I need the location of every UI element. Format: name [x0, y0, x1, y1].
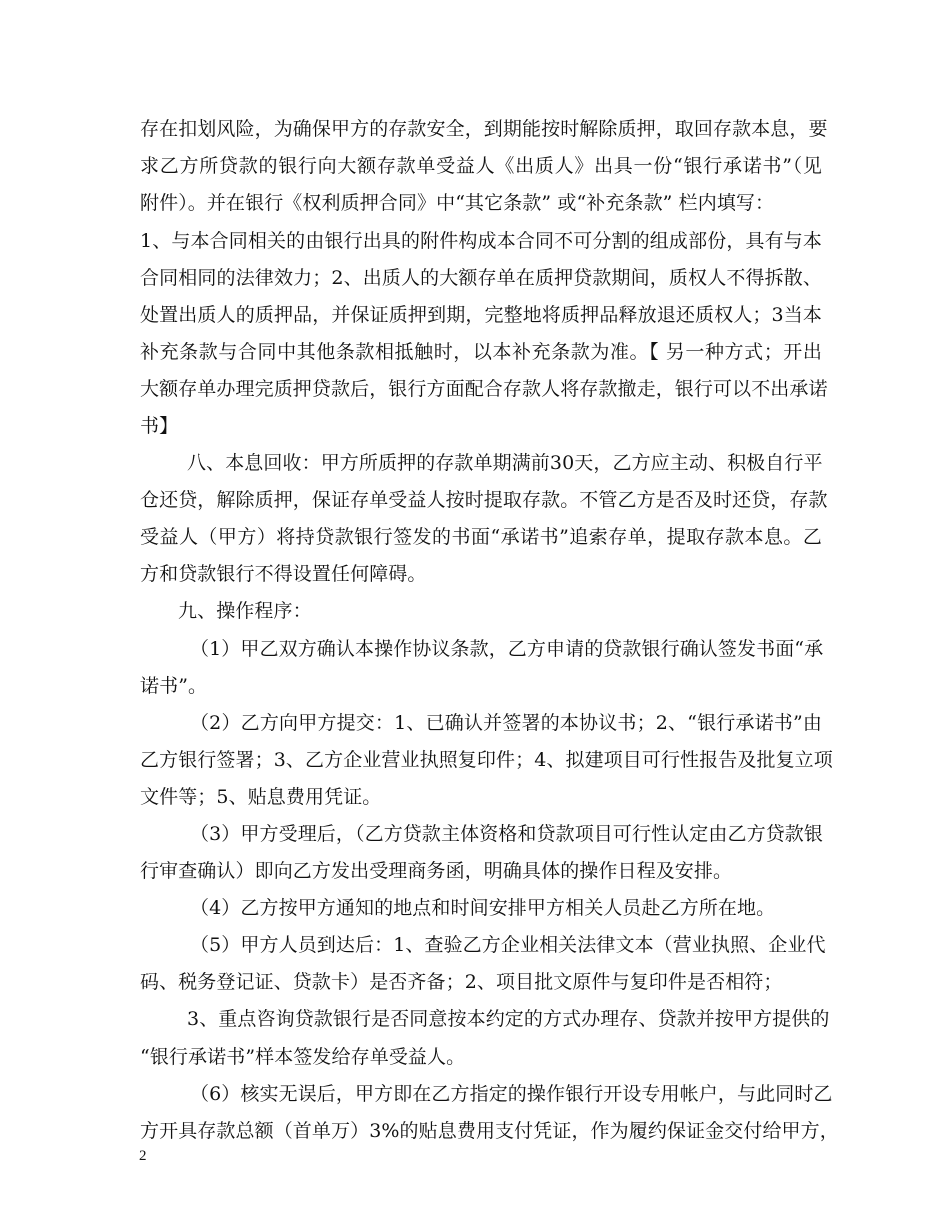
text-line: （6）核实无误后，甲方即在乙方指定的操作银行开设专用帐户，与此同时乙 [190, 1083, 833, 1105]
text-line: “银行承诺书”样本签发给存单受益人。 [140, 1046, 466, 1068]
text-line: 受益人（甲方）将持贷款银行签发的书面“承诺书”追索存单，提取存款本息。乙 [140, 526, 822, 548]
text-line: （3）甲方受理后，（乙方贷款主体资格和贷款项目可行性认定由乙方贷款银 [190, 823, 823, 845]
text-line: 仓还贷，解除质押，保证存单受益人按时提取存款。不管乙方是否及时还贷，存款 [140, 489, 828, 511]
text-line: 码、税务登记证、贷款卡）是否齐备；2、项目批文原件与复印件是否相符； [140, 971, 783, 993]
text-line: （4）乙方按甲方通知的地点和时间安排甲方相关人员赴乙方所在地。 [190, 897, 776, 919]
text-line: 附件）。并在银行《权利质押合同》中“其它条款” 或“补充条款” 栏内填写： [140, 192, 775, 214]
text-line: 文件等；5、贴息费用凭证。 [140, 786, 382, 808]
text-line: 合同相同的法律效力；2、出质人的大额存单在质押贷款期间，质权人不得拆散、 [140, 267, 822, 289]
text-line: （2）乙方向甲方提交：1、已确认并签署的本协议书；2、“银行承诺书”由 [190, 712, 822, 734]
text-line: 大额存单办理完质押贷款后，银行方面配合存款人将存款撤走，银行可以不出承诺 [140, 378, 828, 400]
text-line: （5）甲方人员到达后：1、查验乙方企业相关法律文本（营业执照、企业代 [190, 934, 826, 956]
section-heading-9: 九、操作程序： [178, 600, 312, 622]
text-line: 存在扣划风险，为确保甲方的存款安全，到期能按时解除质押，取回存款本息，要 [140, 118, 828, 140]
text-line: 诺书”。 [140, 675, 208, 697]
text-line: 书】 [140, 415, 179, 437]
text-line: 3、重点咨询贷款银行是否同意按本约定的方式办理存、贷款并按甲方提供的 [187, 1008, 830, 1030]
text-line: 1、与本合同相关的由银行出具的附件构成本合同不可分割的组成部份，具有与本 [140, 230, 822, 252]
text-line: 补充条款与合同中其他条款相抵触时，以本补充条款为准。【 另一种方式；开出 [140, 341, 822, 363]
section-heading-8: 八、本息回收：甲方所质押的存款单期满前30天，乙方应主动、积极自行平 [187, 452, 823, 474]
text-line: 处置出质人的质押品，并保证质押到期，完整地将质押品释放退还质权人；3当本 [140, 304, 822, 326]
text-line: 方和贷款银行不得设置任何障碍。 [140, 563, 427, 585]
text-line: 方开具存款总额（首单万）3%的贴息费用支付凭证，作为履约保证金交付给甲方， [140, 1120, 839, 1142]
text-line: （1）甲乙双方确认本操作协议条款，乙方申请的贷款银行确认签发书面“承 [190, 638, 824, 660]
page-number: 2 [139, 1148, 147, 1164]
text-line: 行审查确认）即向乙方发出受理商务函，明确具体的操作日程及安排。 [140, 860, 733, 882]
text-line: 求乙方所贷款的银行向大额存款单受益人《出质人》出具一份“银行承诺书”（见 [140, 155, 822, 177]
text-line: 乙方银行签署；3、乙方企业营业执照复印件；4、拟建项目可行性报告及批复立项 [140, 749, 833, 771]
